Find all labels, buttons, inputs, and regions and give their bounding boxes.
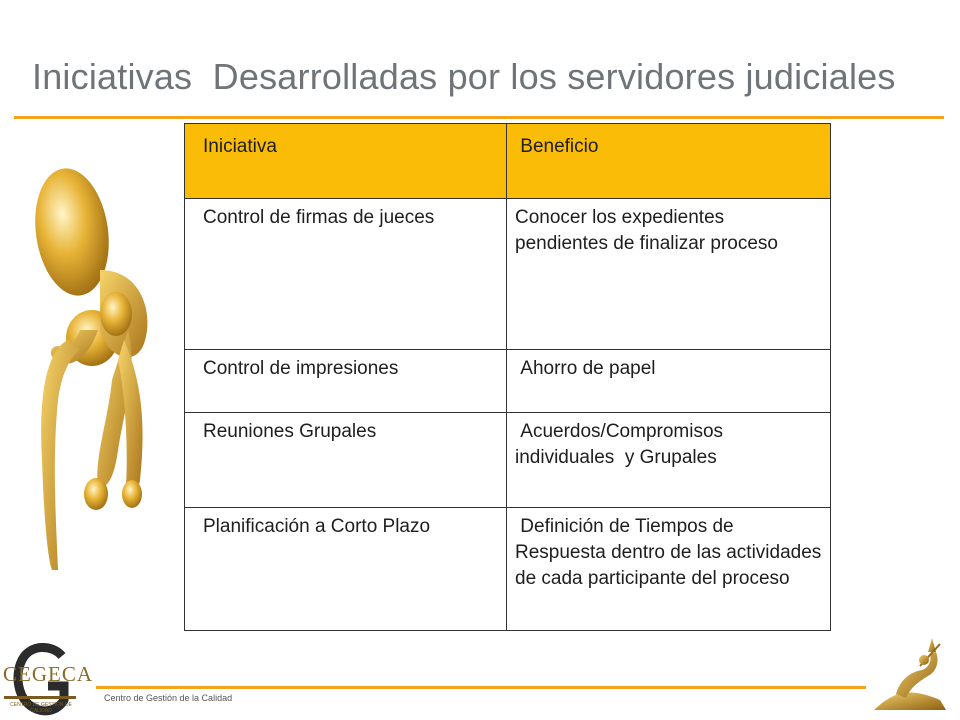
initiative-name: Control de firmas de jueces bbox=[203, 207, 435, 228]
table-cell bbox=[185, 350, 507, 413]
slide-title: Iniciativas Desarrolladas por los servidores judiciales bbox=[32, 56, 896, 97]
table-cell bbox=[507, 350, 831, 413]
table-cell bbox=[507, 508, 831, 631]
footer-text: Centro de Gestión de la Calidad bbox=[104, 693, 233, 703]
golden-figure-with-lightbulb-icon bbox=[28, 160, 178, 580]
initiative-name: Reuniones Grupales bbox=[203, 421, 377, 442]
table-cell bbox=[507, 413, 831, 508]
table-cell bbox=[185, 508, 507, 631]
initiative-benefit: Conocer los expedientes pendientes de finalizar proceso bbox=[515, 207, 779, 254]
table-row bbox=[185, 508, 831, 631]
header-cell bbox=[185, 124, 507, 199]
initiatives-table bbox=[184, 123, 831, 631]
initiative-name: Planificación a Corto Plazo bbox=[203, 516, 431, 537]
initiative-benefit: Acuerdos/Compromisos individuales y Grupales bbox=[515, 421, 729, 468]
golden-statue-icon bbox=[866, 636, 956, 716]
header-cell bbox=[507, 124, 831, 199]
footer-rule bbox=[96, 686, 866, 689]
table-cell bbox=[185, 413, 507, 508]
initiative-benefit: Definición de Tiempos de Respuesta dentro de las actividades de cada participante del proceso bbox=[515, 516, 827, 589]
title-underline bbox=[14, 116, 944, 119]
table-header-row bbox=[185, 124, 831, 199]
initiative-benefit: Ahorro de papel bbox=[515, 358, 656, 379]
header-label-beneficio: Beneficio bbox=[515, 136, 599, 157]
table-row bbox=[185, 350, 831, 413]
table-row bbox=[185, 199, 831, 350]
table-cell bbox=[185, 199, 507, 350]
table-row bbox=[185, 413, 831, 508]
header-label-iniciativa: Iniciativa bbox=[203, 136, 277, 157]
table-cell bbox=[507, 199, 831, 350]
logo-subtitle: CENTRO DE GESTIÓN DE CALIDAD bbox=[10, 702, 72, 714]
initiative-name: Control de impresiones bbox=[203, 358, 399, 379]
logo-wordmark: CEGECA bbox=[3, 662, 93, 686]
